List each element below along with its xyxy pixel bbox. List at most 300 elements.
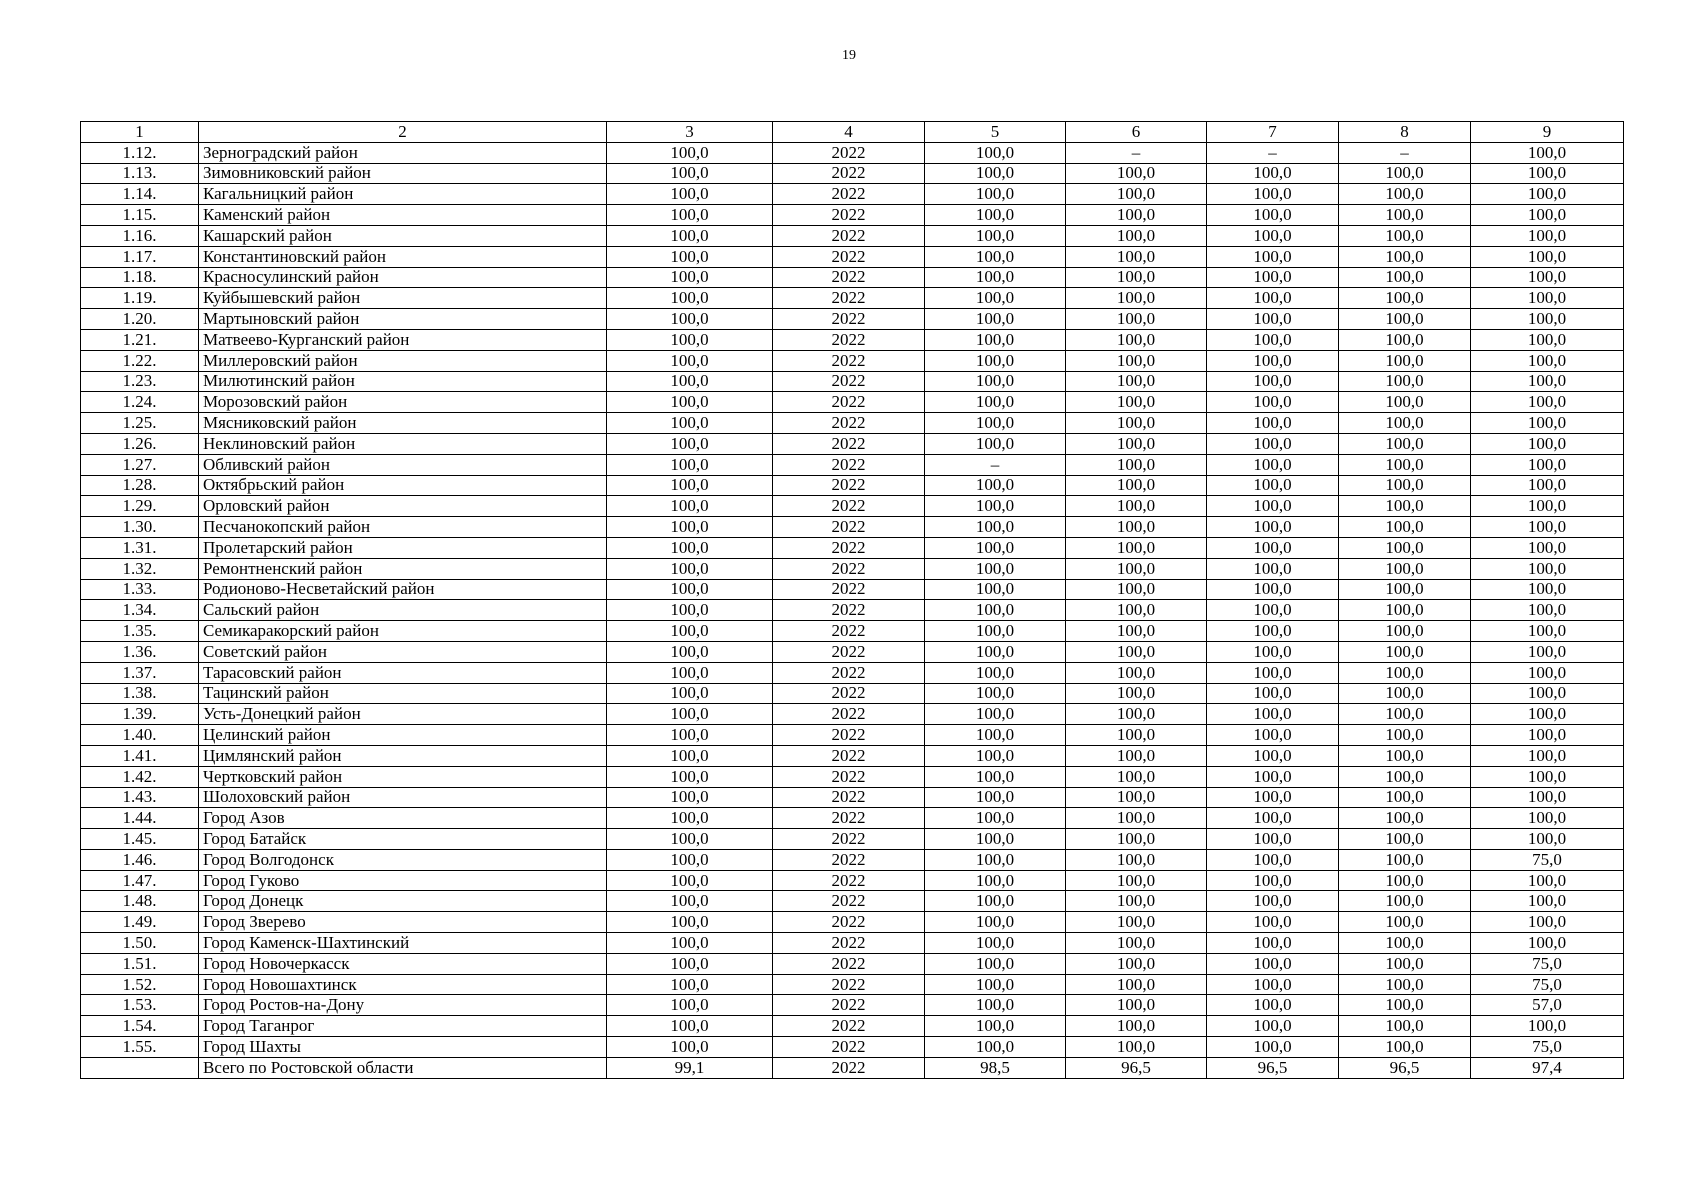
row-number-cell: 1.42.: [81, 766, 199, 787]
value-cell: 100,0: [1066, 787, 1207, 808]
value-cell: 2022: [773, 558, 925, 579]
value-cell: 98,5: [925, 1057, 1066, 1078]
value-cell: 96,5: [1066, 1057, 1207, 1078]
table-row: [81, 475, 1624, 496]
value-cell: 100,0: [1339, 766, 1471, 787]
value-cell: 100,0: [1471, 475, 1624, 496]
value-cell: 100,0: [925, 829, 1066, 850]
row-number-cell: 1.16.: [81, 225, 199, 246]
header-cell: 2: [199, 122, 607, 143]
value-cell: 100,0: [1339, 891, 1471, 912]
value-cell: 100,0: [1339, 600, 1471, 621]
territory-name-cell: Город Таганрог: [199, 1016, 607, 1037]
value-cell: 100,0: [1339, 246, 1471, 267]
value-cell: 100,0: [925, 288, 1066, 309]
row-number-cell: 1.26.: [81, 433, 199, 454]
value-cell: 100,0: [1471, 496, 1624, 517]
value-cell: 100,0: [1207, 787, 1339, 808]
value-cell: 100,0: [607, 933, 773, 954]
value-cell: 100,0: [607, 246, 773, 267]
value-cell: 100,0: [925, 558, 1066, 579]
value-cell: 75,0: [1471, 1037, 1624, 1058]
value-cell: 100,0: [1471, 413, 1624, 434]
value-cell: 2022: [773, 537, 925, 558]
value-cell: 100,0: [1471, 683, 1624, 704]
value-cell: 100,0: [1066, 1037, 1207, 1058]
value-cell: 100,0: [607, 912, 773, 933]
territory-name-cell: Город Шахты: [199, 1037, 607, 1058]
value-cell: 100,0: [1339, 329, 1471, 350]
table-row: [81, 600, 1624, 621]
value-cell: 100,0: [607, 1037, 773, 1058]
row-number-cell: 1.46.: [81, 849, 199, 870]
territory-name-cell: Мясниковский район: [199, 413, 607, 434]
table-row: [81, 621, 1624, 642]
value-cell: 100,0: [1339, 995, 1471, 1016]
value-cell: 100,0: [1207, 1037, 1339, 1058]
value-cell: 100,0: [925, 537, 1066, 558]
value-cell: 100,0: [1066, 371, 1207, 392]
territory-name-cell: Усть-Донецкий район: [199, 704, 607, 725]
value-cell: 100,0: [1339, 413, 1471, 434]
territory-name-cell: Город Каменск-Шахтинский: [199, 933, 607, 954]
value-cell: 100,0: [925, 787, 1066, 808]
value-cell: 100,0: [1339, 537, 1471, 558]
value-cell: 100,0: [1207, 745, 1339, 766]
value-cell: 100,0: [1207, 974, 1339, 995]
territory-name-cell: Цимлянский район: [199, 745, 607, 766]
value-cell: 100,0: [607, 849, 773, 870]
value-cell: 100,0: [1207, 641, 1339, 662]
row-number-cell: 1.28.: [81, 475, 199, 496]
territory-name-cell: Город Зверево: [199, 912, 607, 933]
value-cell: 100,0: [1339, 163, 1471, 184]
territory-name-cell: Красносулинский район: [199, 267, 607, 288]
value-cell: 2022: [773, 787, 925, 808]
value-cell: 99,1: [607, 1057, 773, 1078]
value-cell: 100,0: [1471, 537, 1624, 558]
value-cell: 100,0: [1471, 246, 1624, 267]
value-cell: 100,0: [607, 641, 773, 662]
value-cell: 100,0: [925, 974, 1066, 995]
table-row: [81, 537, 1624, 558]
value-cell: 100,0: [1066, 205, 1207, 226]
value-cell: 100,0: [925, 205, 1066, 226]
value-cell: 2022: [773, 433, 925, 454]
value-cell: 100,0: [1207, 288, 1339, 309]
value-cell: 100,0: [1339, 454, 1471, 475]
value-cell: 100,0: [1207, 371, 1339, 392]
value-cell: 100,0: [1471, 579, 1624, 600]
row-number-cell: 1.20.: [81, 309, 199, 330]
value-cell: 100,0: [1471, 933, 1624, 954]
value-cell: 2022: [773, 579, 925, 600]
value-cell: 100,0: [1066, 683, 1207, 704]
value-cell: 2022: [773, 225, 925, 246]
value-cell: 2022: [773, 933, 925, 954]
table-row: [81, 995, 1624, 1016]
value-cell: 100,0: [607, 433, 773, 454]
header-cell: 4: [773, 122, 925, 143]
territory-name-cell: Город Донецк: [199, 891, 607, 912]
value-cell: 2022: [773, 246, 925, 267]
value-cell: 100,0: [925, 766, 1066, 787]
value-cell: 100,0: [1339, 558, 1471, 579]
value-cell: 100,0: [1066, 496, 1207, 517]
value-cell: 100,0: [1471, 600, 1624, 621]
table-row: [81, 891, 1624, 912]
row-number-cell: [81, 1057, 199, 1078]
territory-name-cell: Город Батайск: [199, 829, 607, 850]
table-row: [81, 350, 1624, 371]
territory-name-cell: Чертковский район: [199, 766, 607, 787]
territory-name-cell: Куйбышевский район: [199, 288, 607, 309]
value-cell: 100,0: [1339, 704, 1471, 725]
value-cell: 2022: [773, 475, 925, 496]
table-header: [81, 122, 1624, 143]
territory-name-cell: Целинский район: [199, 725, 607, 746]
value-cell: 100,0: [925, 870, 1066, 891]
value-cell: 100,0: [1471, 621, 1624, 642]
value-cell: 100,0: [1471, 787, 1624, 808]
value-cell: 100,0: [1471, 891, 1624, 912]
value-cell: 100,0: [1066, 829, 1207, 850]
data-table: [80, 121, 1624, 1079]
header-cell: 6: [1066, 122, 1207, 143]
value-cell: 100,0: [1339, 288, 1471, 309]
value-cell: 100,0: [1339, 1016, 1471, 1037]
value-cell: 100,0: [925, 142, 1066, 163]
value-cell: 100,0: [607, 808, 773, 829]
value-cell: 100,0: [1207, 184, 1339, 205]
value-cell: 100,0: [1339, 725, 1471, 746]
table-row: [81, 787, 1624, 808]
value-cell: 100,0: [1207, 891, 1339, 912]
row-number-cell: 1.43.: [81, 787, 199, 808]
value-cell: 100,0: [1339, 392, 1471, 413]
value-cell: –: [1339, 142, 1471, 163]
territory-name-cell: Сальский район: [199, 600, 607, 621]
table-row: [81, 371, 1624, 392]
value-cell: 100,0: [607, 267, 773, 288]
row-number-cell: 1.31.: [81, 537, 199, 558]
value-cell: 100,0: [1207, 496, 1339, 517]
value-cell: 100,0: [1066, 267, 1207, 288]
value-cell: 100,0: [1207, 392, 1339, 413]
value-cell: 100,0: [1339, 433, 1471, 454]
value-cell: 100,0: [1207, 808, 1339, 829]
row-number-cell: 1.49.: [81, 912, 199, 933]
value-cell: 100,0: [1471, 142, 1624, 163]
row-number-cell: 1.50.: [81, 933, 199, 954]
territory-name-cell: Октябрьский район: [199, 475, 607, 496]
value-cell: 2022: [773, 766, 925, 787]
table-row: [81, 184, 1624, 205]
value-cell: 100,0: [607, 579, 773, 600]
territory-name-cell: Кашарский район: [199, 225, 607, 246]
value-cell: 100,0: [1471, 205, 1624, 226]
value-cell: 100,0: [1207, 995, 1339, 1016]
value-cell: 100,0: [1066, 475, 1207, 496]
value-cell: 100,0: [1066, 995, 1207, 1016]
value-cell: 100,0: [1339, 309, 1471, 330]
value-cell: 100,0: [607, 392, 773, 413]
value-cell: 100,0: [925, 662, 1066, 683]
row-number-cell: 1.34.: [81, 600, 199, 621]
value-cell: 100,0: [925, 912, 1066, 933]
value-cell: 100,0: [1471, 662, 1624, 683]
value-cell: 100,0: [1207, 683, 1339, 704]
value-cell: 100,0: [925, 953, 1066, 974]
value-cell: 2022: [773, 953, 925, 974]
row-number-cell: 1.47.: [81, 870, 199, 891]
value-cell: 100,0: [607, 558, 773, 579]
value-cell: 100,0: [1066, 537, 1207, 558]
row-number-cell: 1.17.: [81, 246, 199, 267]
territory-name-cell: Город Азов: [199, 808, 607, 829]
territory-name-cell: Семикаракорский район: [199, 621, 607, 642]
value-cell: 100,0: [607, 891, 773, 912]
value-cell: 2022: [773, 1057, 925, 1078]
table-row: [81, 849, 1624, 870]
value-cell: 100,0: [925, 1037, 1066, 1058]
value-cell: 100,0: [607, 537, 773, 558]
value-cell: 100,0: [1066, 766, 1207, 787]
value-cell: 2022: [773, 600, 925, 621]
value-cell: 2022: [773, 371, 925, 392]
value-cell: 100,0: [1207, 350, 1339, 371]
value-cell: 100,0: [1207, 662, 1339, 683]
value-cell: 100,0: [925, 309, 1066, 330]
value-cell: 100,0: [925, 621, 1066, 642]
value-cell: 100,0: [607, 621, 773, 642]
row-number-cell: 1.13.: [81, 163, 199, 184]
territory-name-cell: Советский район: [199, 641, 607, 662]
value-cell: 100,0: [925, 433, 1066, 454]
table-row: [81, 1057, 1624, 1078]
table-row: [81, 413, 1624, 434]
value-cell: 100,0: [1207, 225, 1339, 246]
value-cell: 2022: [773, 205, 925, 226]
territory-name-cell: Родионово-Несветайский район: [199, 579, 607, 600]
value-cell: 100,0: [1471, 225, 1624, 246]
value-cell: 100,0: [1066, 579, 1207, 600]
value-cell: 100,0: [607, 995, 773, 1016]
table-row: [81, 912, 1624, 933]
value-cell: 100,0: [1066, 517, 1207, 538]
value-cell: 100,0: [1207, 309, 1339, 330]
value-cell: 100,0: [925, 891, 1066, 912]
territory-name-cell: Шолоховский район: [199, 787, 607, 808]
value-cell: 100,0: [1066, 558, 1207, 579]
value-cell: 100,0: [1339, 870, 1471, 891]
value-cell: 2022: [773, 163, 925, 184]
row-number-cell: 1.38.: [81, 683, 199, 704]
value-cell: 100,0: [607, 142, 773, 163]
territory-name-cell: Милютинский район: [199, 371, 607, 392]
value-cell: 100,0: [1066, 309, 1207, 330]
territory-name-cell: Город Новочеркасск: [199, 953, 607, 974]
value-cell: 100,0: [1471, 766, 1624, 787]
territory-name-cell: Морозовский район: [199, 392, 607, 413]
row-number-cell: 1.15.: [81, 205, 199, 226]
value-cell: 100,0: [1066, 725, 1207, 746]
value-cell: –: [1066, 142, 1207, 163]
value-cell: 97,4: [1471, 1057, 1624, 1078]
value-cell: 100,0: [1207, 933, 1339, 954]
row-number-cell: 1.35.: [81, 621, 199, 642]
row-number-cell: 1.21.: [81, 329, 199, 350]
table-row: [81, 974, 1624, 995]
value-cell: 100,0: [1066, 933, 1207, 954]
value-cell: 2022: [773, 350, 925, 371]
value-cell: 100,0: [1339, 787, 1471, 808]
value-cell: 2022: [773, 974, 925, 995]
territory-name-cell: Матвеево-Курганский район: [199, 329, 607, 350]
value-cell: 100,0: [1339, 1037, 1471, 1058]
table-row: [81, 1016, 1624, 1037]
value-cell: 100,0: [925, 163, 1066, 184]
table-row: [81, 953, 1624, 974]
value-cell: 100,0: [1207, 849, 1339, 870]
value-cell: 100,0: [1066, 329, 1207, 350]
value-cell: 100,0: [1066, 288, 1207, 309]
value-cell: 100,0: [1066, 704, 1207, 725]
value-cell: 100,0: [1207, 163, 1339, 184]
value-cell: 75,0: [1471, 974, 1624, 995]
value-cell: 100,0: [1471, 433, 1624, 454]
value-cell: 100,0: [1339, 517, 1471, 538]
table-row: [81, 704, 1624, 725]
value-cell: 2022: [773, 891, 925, 912]
value-cell: 100,0: [925, 392, 1066, 413]
value-cell: 100,0: [607, 600, 773, 621]
page-number: 19: [842, 48, 856, 63]
value-cell: 100,0: [1207, 558, 1339, 579]
table-row: [81, 829, 1624, 850]
value-cell: 100,0: [1471, 704, 1624, 725]
value-cell: 100,0: [925, 371, 1066, 392]
table-row: [81, 662, 1624, 683]
value-cell: 100,0: [607, 870, 773, 891]
value-cell: 100,0: [1339, 974, 1471, 995]
value-cell: 100,0: [1339, 267, 1471, 288]
header-cell: 3: [607, 122, 773, 143]
value-cell: 2022: [773, 829, 925, 850]
territory-name-cell: Пролетарский район: [199, 537, 607, 558]
value-cell: 100,0: [1066, 184, 1207, 205]
value-cell: 100,0: [1339, 475, 1471, 496]
territory-name-cell: Орловский район: [199, 496, 607, 517]
table-row: [81, 288, 1624, 309]
value-cell: 2022: [773, 413, 925, 434]
value-cell: 100,0: [925, 579, 1066, 600]
row-number-cell: 1.22.: [81, 350, 199, 371]
table-row: [81, 683, 1624, 704]
value-cell: 2022: [773, 517, 925, 538]
row-number-cell: 1.32.: [81, 558, 199, 579]
value-cell: 100,0: [1471, 725, 1624, 746]
table-row: [81, 454, 1624, 475]
table-body: [81, 142, 1624, 1078]
table-row: [81, 1037, 1624, 1058]
value-cell: 100,0: [1207, 537, 1339, 558]
row-number-cell: 1.18.: [81, 267, 199, 288]
row-number-cell: 1.23.: [81, 371, 199, 392]
value-cell: 100,0: [1471, 309, 1624, 330]
value-cell: 100,0: [1339, 371, 1471, 392]
value-cell: 100,0: [1471, 329, 1624, 350]
value-cell: 100,0: [1066, 849, 1207, 870]
value-cell: 100,0: [607, 1016, 773, 1037]
value-cell: 100,0: [1339, 745, 1471, 766]
value-cell: 100,0: [1471, 641, 1624, 662]
value-cell: 100,0: [1066, 870, 1207, 891]
value-cell: 100,0: [925, 933, 1066, 954]
value-cell: 100,0: [1339, 579, 1471, 600]
value-cell: 2022: [773, 662, 925, 683]
row-number-cell: 1.41.: [81, 745, 199, 766]
value-cell: 100,0: [1066, 454, 1207, 475]
value-cell: 100,0: [607, 787, 773, 808]
table-row: [81, 267, 1624, 288]
value-cell: 100,0: [1066, 600, 1207, 621]
value-cell: 100,0: [1339, 953, 1471, 974]
row-number-cell: 1.55.: [81, 1037, 199, 1058]
value-cell: 100,0: [1471, 454, 1624, 475]
table-row: [81, 725, 1624, 746]
value-cell: 100,0: [1207, 329, 1339, 350]
row-number-cell: 1.54.: [81, 1016, 199, 1037]
value-cell: 100,0: [1207, 246, 1339, 267]
value-cell: 100,0: [1207, 579, 1339, 600]
table-row: [81, 579, 1624, 600]
table-row: [81, 205, 1624, 226]
value-cell: 2022: [773, 870, 925, 891]
row-number-cell: 1.29.: [81, 496, 199, 517]
value-cell: 100,0: [1471, 163, 1624, 184]
header-row: [81, 122, 1624, 143]
row-number-cell: 1.45.: [81, 829, 199, 850]
value-cell: 100,0: [925, 267, 1066, 288]
table-row: [81, 933, 1624, 954]
value-cell: 100,0: [1471, 870, 1624, 891]
value-cell: 100,0: [1066, 808, 1207, 829]
territory-name-cell: Мартыновский район: [199, 309, 607, 330]
value-cell: 100,0: [1066, 621, 1207, 642]
value-cell: 100,0: [925, 745, 1066, 766]
value-cell: 100,0: [607, 725, 773, 746]
value-cell: 100,0: [1066, 745, 1207, 766]
value-cell: 100,0: [1066, 246, 1207, 267]
value-cell: 100,0: [1207, 454, 1339, 475]
value-cell: 100,0: [607, 329, 773, 350]
value-cell: 100,0: [607, 683, 773, 704]
value-cell: 100,0: [1066, 662, 1207, 683]
territory-name-cell: Константиновский район: [199, 246, 607, 267]
value-cell: 100,0: [1471, 392, 1624, 413]
value-cell: 100,0: [1339, 496, 1471, 517]
value-cell: 100,0: [607, 163, 773, 184]
value-cell: 2022: [773, 142, 925, 163]
value-cell: 100,0: [925, 725, 1066, 746]
row-number-cell: 1.24.: [81, 392, 199, 413]
territory-name-cell: Город Новошахтинск: [199, 974, 607, 995]
value-cell: 100,0: [1471, 288, 1624, 309]
value-cell: 100,0: [1339, 641, 1471, 662]
territory-name-cell: Тарасовский район: [199, 662, 607, 683]
row-number-cell: 1.27.: [81, 454, 199, 475]
